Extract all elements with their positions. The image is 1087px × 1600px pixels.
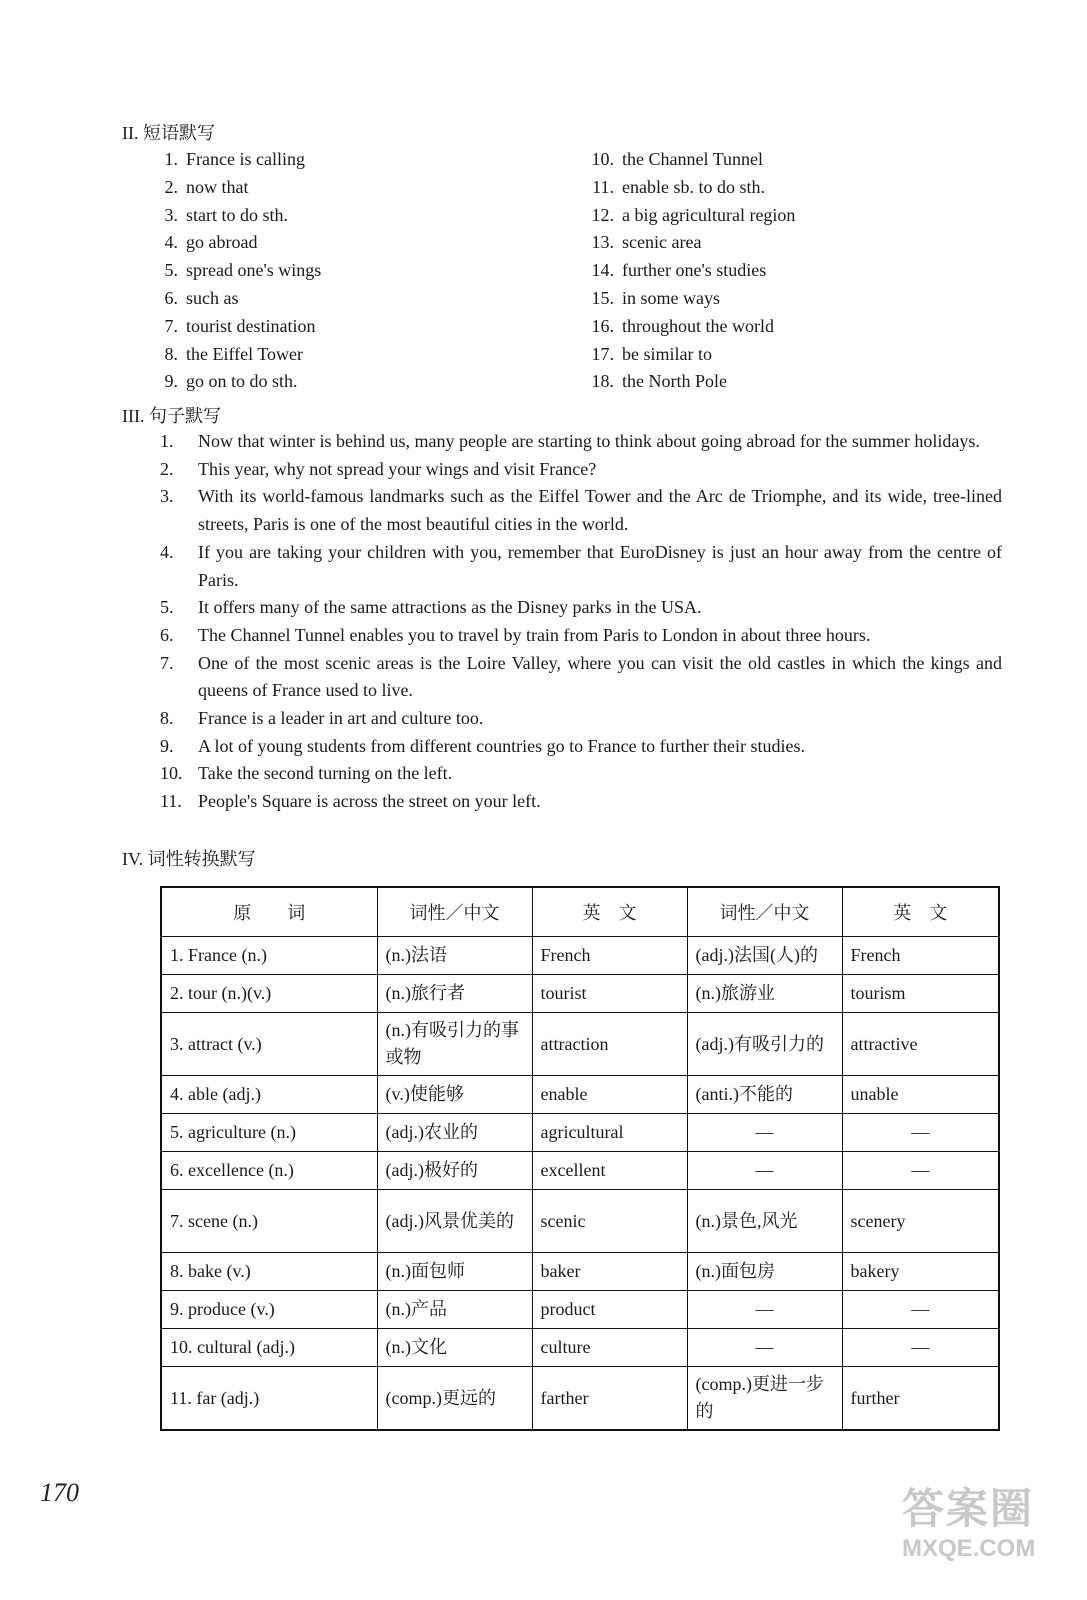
- cell-pos: (n.)面包房: [687, 1253, 842, 1291]
- cell-empty-dash: —: [842, 1291, 999, 1329]
- header-pos-chinese: 词性／中文: [377, 887, 532, 937]
- cell-original: 2. tour (n.)(v.): [161, 975, 377, 1013]
- cell-empty-dash: —: [842, 1114, 999, 1152]
- cell-english: further: [842, 1367, 999, 1431]
- cell-pos: (v.)使能够: [377, 1076, 532, 1114]
- cell-original: 9. produce (v.): [161, 1291, 377, 1329]
- watermark-top-text: 答案圈: [902, 1485, 1035, 1532]
- sentence-item: 8. France is a leader in art and culture too.: [160, 708, 484, 729]
- sentence-item: 4. If you are taking your children with you, remember that EuroDisney is just an hour away from the centre of Paris.: [160, 541, 1002, 590]
- cell-pos: (n.)有吸引力的事或物: [377, 1013, 532, 1076]
- cell-pos: (adj.)农业的: [377, 1114, 532, 1152]
- phrase-item: 14. further one's studies: [591, 260, 767, 281]
- table-row: [161, 1013, 999, 1076]
- phrase-item: 16. throughout the world: [591, 315, 774, 336]
- phrase-item: 15. in some ways: [591, 287, 720, 308]
- sentence-list: [160, 428, 1002, 816]
- cell-english: product: [532, 1291, 687, 1329]
- cell-original: 8. bake (v.): [161, 1253, 377, 1291]
- section-2-title: II. 短语默写: [122, 123, 215, 143]
- cell-english: attraction: [532, 1013, 687, 1076]
- sentence-item: 5. It offers many of the same attractions as the Disney parks in the USA.: [160, 597, 702, 618]
- cell-original: 10. cultural (adj.): [161, 1329, 377, 1367]
- cell-original: 7. scene (n.): [161, 1190, 377, 1253]
- cell-empty-dash: —: [687, 1114, 842, 1152]
- cell-english: scenery: [842, 1190, 999, 1253]
- word-form-table: [160, 886, 1000, 1431]
- header-english: 英 文: [532, 887, 687, 937]
- sentence-item: 1. Now that winter is behind us, many people are starting to think about going abroad for the summer holidays.: [160, 431, 980, 451]
- cell-english: tourist: [532, 975, 687, 1013]
- header-pos-chinese: 词性／中文: [687, 887, 842, 937]
- cell-english: attractive: [842, 1013, 999, 1076]
- cell-pos: (adj.)有吸引力的: [687, 1013, 842, 1076]
- cell-original: 3. attract (v.): [161, 1013, 377, 1076]
- watermark-bottom-text: MXQE.COM: [902, 1535, 1036, 1562]
- header-original-word: 原 词: [161, 887, 377, 937]
- cell-pos: (adj.)风景优美的: [377, 1190, 532, 1253]
- phrase-item: 10. the Channel Tunnel: [591, 149, 764, 169]
- phrase-item: 8. the Eiffel Tower: [164, 343, 304, 364]
- phrase-item: 11. enable sb. to do sth.: [592, 176, 765, 197]
- cell-pos: (n.)文化: [377, 1329, 532, 1367]
- cell-empty-dash: —: [687, 1291, 842, 1329]
- phrase-item: 4. go abroad: [164, 232, 258, 253]
- table-header-row: [161, 887, 999, 937]
- cell-english: French: [842, 937, 999, 975]
- section-4-title: IV. 词性转换默写: [122, 849, 256, 869]
- cell-english: tourism: [842, 975, 999, 1013]
- phrase-item: 2. now that: [164, 176, 249, 197]
- table-row: [161, 1190, 999, 1253]
- phrase-item: 7. tourist destination: [164, 315, 316, 336]
- table-row: [161, 1253, 999, 1291]
- cell-pos: (n.)面包师: [377, 1253, 532, 1291]
- sentence-item: 7. One of the most scenic areas is the Loire Valley, where you can visit the old castles in which the kings and queens of France used to live.: [160, 652, 1002, 701]
- cell-pos: (comp.)更远的: [377, 1367, 532, 1431]
- cell-original: 1. France (n.): [161, 937, 377, 975]
- table-row: [161, 1076, 999, 1114]
- table-row: [161, 1114, 999, 1152]
- cell-original: 6. excellence (n.): [161, 1152, 377, 1190]
- watermark-logo: [902, 1484, 1062, 1580]
- phrase-item: 18. the North Pole: [591, 371, 727, 392]
- cell-pos: (comp.)更进一步的: [687, 1367, 842, 1431]
- cell-pos: (n.)法语: [377, 937, 532, 975]
- cell-english: excellent: [532, 1152, 687, 1190]
- phrase-item: 3. start to do sth.: [164, 204, 288, 225]
- cell-empty-dash: —: [842, 1152, 999, 1190]
- phrase-item: 1. France is calling: [164, 149, 305, 169]
- sentence-item: 10. Take the second turning on the left.: [160, 763, 453, 784]
- cell-english: agricultural: [532, 1114, 687, 1152]
- cell-pos: (n.)旅游业: [687, 975, 842, 1013]
- table-row: [161, 1367, 999, 1431]
- table-row: [161, 975, 999, 1013]
- cell-english: culture: [532, 1329, 687, 1367]
- table-row: [161, 1152, 999, 1190]
- section-3-title: III. 句子默写: [122, 406, 221, 426]
- sentence-item: 6. The Channel Tunnel enables you to travel by train from Paris to London in about three hours.: [160, 624, 871, 645]
- phrase-item: 6. such as: [164, 287, 239, 308]
- cell-pos: (adj.)法国(人)的: [687, 937, 842, 975]
- phrase-item: 17. be similar to: [591, 343, 712, 364]
- table-row: [161, 937, 999, 975]
- phrase-item: 5. spread one's wings: [164, 260, 322, 281]
- sentence-item: 2. This year, why not spread your wings and visit France?: [160, 458, 597, 479]
- sentence-item: 11. People's Square is across the street on your left.: [160, 791, 541, 812]
- phrase-list-left: [150, 146, 321, 396]
- cell-english: unable: [842, 1076, 999, 1114]
- cell-english: scenic: [532, 1190, 687, 1253]
- cell-pos: (n.)产品: [377, 1291, 532, 1329]
- cell-pos: (n.)旅行者: [377, 975, 532, 1013]
- cell-english: bakery: [842, 1253, 999, 1291]
- cell-original: 11. far (adj.): [161, 1367, 377, 1431]
- sentence-item: 9. A lot of young students from different countries go to France to further their studies.: [160, 735, 806, 756]
- cell-empty-dash: —: [842, 1329, 999, 1367]
- sentence-item: 3. With its world-famous landmarks such as the Eiffel Tower and the Arc de Triomphe, and its wide, tree-lined streets, Paris is one of the most beautiful cities in the world.: [160, 486, 1002, 535]
- cell-english: enable: [532, 1076, 687, 1114]
- cell-english: baker: [532, 1253, 687, 1291]
- cell-original: 5. agriculture (n.): [161, 1114, 377, 1152]
- cell-english: French: [532, 937, 687, 975]
- phrase-item: 9. go on to do sth.: [164, 371, 298, 392]
- cell-empty-dash: —: [687, 1329, 842, 1367]
- cell-english: farther: [532, 1367, 687, 1431]
- cell-original: 4. able (adj.): [161, 1076, 377, 1114]
- cell-empty-dash: —: [687, 1152, 842, 1190]
- cell-pos: (n.)景色,风光: [687, 1190, 842, 1253]
- table-row: [161, 1329, 999, 1367]
- cell-pos: (anti.)不能的: [687, 1076, 842, 1114]
- phrase-item: 13. scenic area: [591, 232, 702, 253]
- table-row: [161, 1291, 999, 1329]
- cell-pos: (adj.)极好的: [377, 1152, 532, 1190]
- page-number: 170: [40, 1478, 79, 1507]
- phrase-list-right: [586, 146, 795, 396]
- phrase-item: 12. a big agricultural region: [591, 204, 796, 225]
- header-english: 英 文: [842, 887, 999, 937]
